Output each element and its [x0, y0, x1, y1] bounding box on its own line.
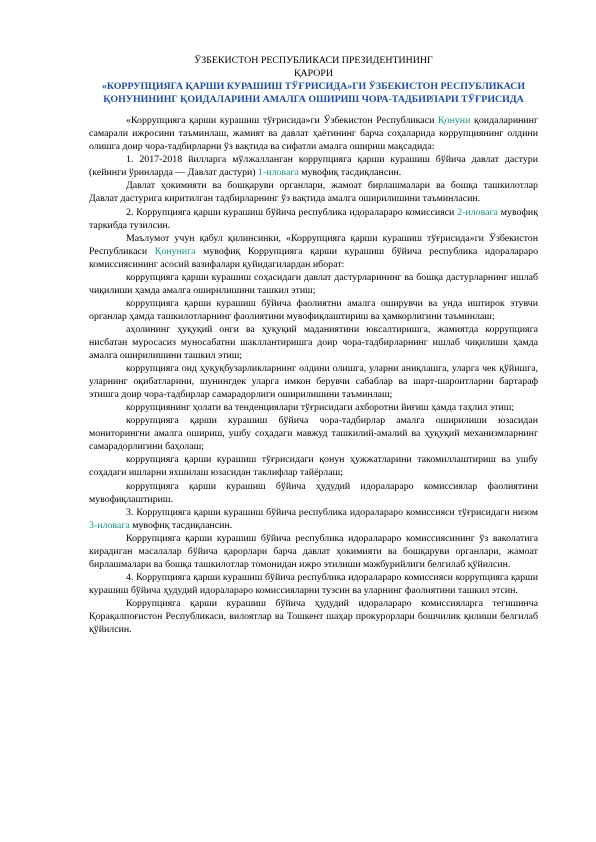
paragraph-14: 3. Коррупцияга қарши курашиш бўйича республика идоралараро комиссияси тўғрисидаги низом 3-иловага мувофиқ тасдиқлансин. [89, 506, 538, 531]
paragraph-8: аҳолининг ҳуқуқий онги ва ҳуқуқий маданиятини юксалтиришга, жамиятда коррупцияга нисбатан муросасиз муносабатни шакллантиришга доир чора-тадбирларнинг ишлаб чиқилиши ҳамда амалга оширилишини ташкил этиш; [89, 323, 538, 362]
paragraph-17: Коррупцияга қарши курашиш бўйича ҳудудий идоралараро комиссияларга тегишинча Қорақалпоғистон Республикаси, вилоятлар ва Тошкент шаҳар прокурорлари бошчилик қилиши белгилаб қўйилсин. [89, 597, 538, 636]
paragraph-16: 4. Коррупцияга қарши курашиш бўйича республика идоралараро комиссияси коррупцияга қарши курашиш бўйича ҳудудий идоралараро комиссияларни тузсин ва уларнинг фаолиятини ташкил этсин. [89, 571, 538, 596]
paragraph-10: коррупциянинг ҳолати ва тенденциялари тўғрисидаги ахборотни йиғиш ҳамда таҳлил этиш; [126, 402, 515, 414]
document-title: «КОРРУПЦИЯГА ҚАРШИ КУРАШИШ ТЎҒРИСИДА»ГИ ЎЗБЕКИСТОН РЕСПУБЛИКАСИ ҚОНУНИНИНГ ҚОИДАЛАРИНИ АМАЛГА ОШИРИШ ЧОРА-ТАДБИРЛАРИ ТЎҒРИСИДА [101, 81, 526, 106]
law-link[interactable]: Қонуни [438, 115, 471, 127]
paragraph-13: коррупцияга қарши курашиш бўйича ҳудудий идоралараро комиссиялар фаолиятини мувофиқлаштириш. [89, 480, 538, 505]
paragraph-5: Маълумот учун қабул қилинсинки, «Коррупцияга қарши курашиш тўғрисида»ги Ўзбекистон Республикаси Қонунига мувофиқ Коррупцияга қарши курашиш бўйича республика идоралараро комиссиясининг асосий вазифалари қуйидагилардан иборат: [89, 232, 539, 270]
paragraph-4: 2. Коррупцияга қарши курашиш бўйича республика идоралараро комиссияси 2-иловага мувофиқ таркибда тузилсин. [89, 206, 538, 231]
paragraph-7: коррупцияга қарши курашиш бўйича фаолиятни амалга оширувчи ва унда иштирок этувчи органлар ҳамда ташкилотларнинг фаолиятини мувофиқлаштириш ва ҳамкорлигини таъминлаш; [89, 297, 538, 322]
appendix-3-link[interactable]: 3-иловага [89, 519, 130, 531]
paragraph-15: Коррупцияга қарши курашиш бўйича республика идоралараро комиссиясининг ўз ваколатига кирадиган масалалар бўйича қарорлари барча давлат ҳокимияти ва бошқаруви органлари, жамоат бирлашмалари ва бошқа ташкилотлар томонидан ижро этилиши мажбурийлиги белгилаб қўйилсин. [89, 532, 538, 570]
paragraph-1: «Коррупцияга қарши курашиш тўғрисида»ги Ўзбекистон Республикаси Қонуни қоидаларининг самарали ижросини таъминлаш, жамият ва давлат ҳаётининг барча соҳаларида коррупциянинг олдини олишга доир чора-тадбирларни ўз вақтида ва сифатли амалга ошириш мақсадида: [89, 115, 539, 153]
document-page [89, 54, 538, 636]
paragraph-2: 1. 2017-2018 йилларга мўлжалланган коррупцияга қарши курашиш бўйича давлат дастури (кейинги ўринларда — Давлат дастури) 1-иловага мувофиқ тасдиқлансин. [89, 154, 538, 179]
paragraph-12: коррупцияга қарши курашиш тўғрисидаги қонун ҳужжатларини такомиллаштириш ва ушбу соҳадаги ишларни яхшилаш юзасидан таклифлар тайёрлаш; [89, 454, 538, 479]
appendix-2-link[interactable]: 2-иловага [457, 206, 498, 218]
law-link-2[interactable]: Қонунига [154, 245, 196, 257]
appendix-1-link[interactable]: 1-иловага [258, 167, 299, 179]
paragraph-11: коррупцияга қарши курашиш бўйича чора-тадбирлар амалга оширилиши юзасидан мониторингни амалга ошириш, ушбу соҳадаги мавжуд ташкилий-амалий ва ҳуқуқий механизмларнинг самарадорлигини баҳолаш; [89, 415, 538, 453]
paragraph-6: коррупцияга қарши курашиш соҳасидаги давлат дастурларининг ва бошқа дастурларнинг ишлаб чиқилиши ҳамда амалга оширилишини ташкил этиш; [89, 271, 538, 296]
issuer-line: ЎЗБЕКИСТОН РЕСПУБЛИКАСИ ПРЕЗИДЕНТИНИНГ [194, 55, 433, 66]
paragraph-9: коррупцияга оид ҳуқуқбузарликларнинг олдини олишга, уларни аниқлашга, уларга чек қўйишга, уларнинг оқибатларини, шунингдек уларга имкон берувчи сабаблар ва шарт-шароитларни бартараф этишга доир чора-тадбирлар самарадорлиги оширилишини таъминлаш; [89, 363, 538, 401]
document-type: ҚАРОРИ [293, 68, 334, 80]
paragraph-3: Давлат ҳокимияти ва бошқаруви органлари, жамоат бирлашмалари ва бошқа ташкилотлар Давлат дастурига киритилган тадбирларнинг ўз вақтида амалга оширилишини таъминласин. [89, 180, 538, 205]
